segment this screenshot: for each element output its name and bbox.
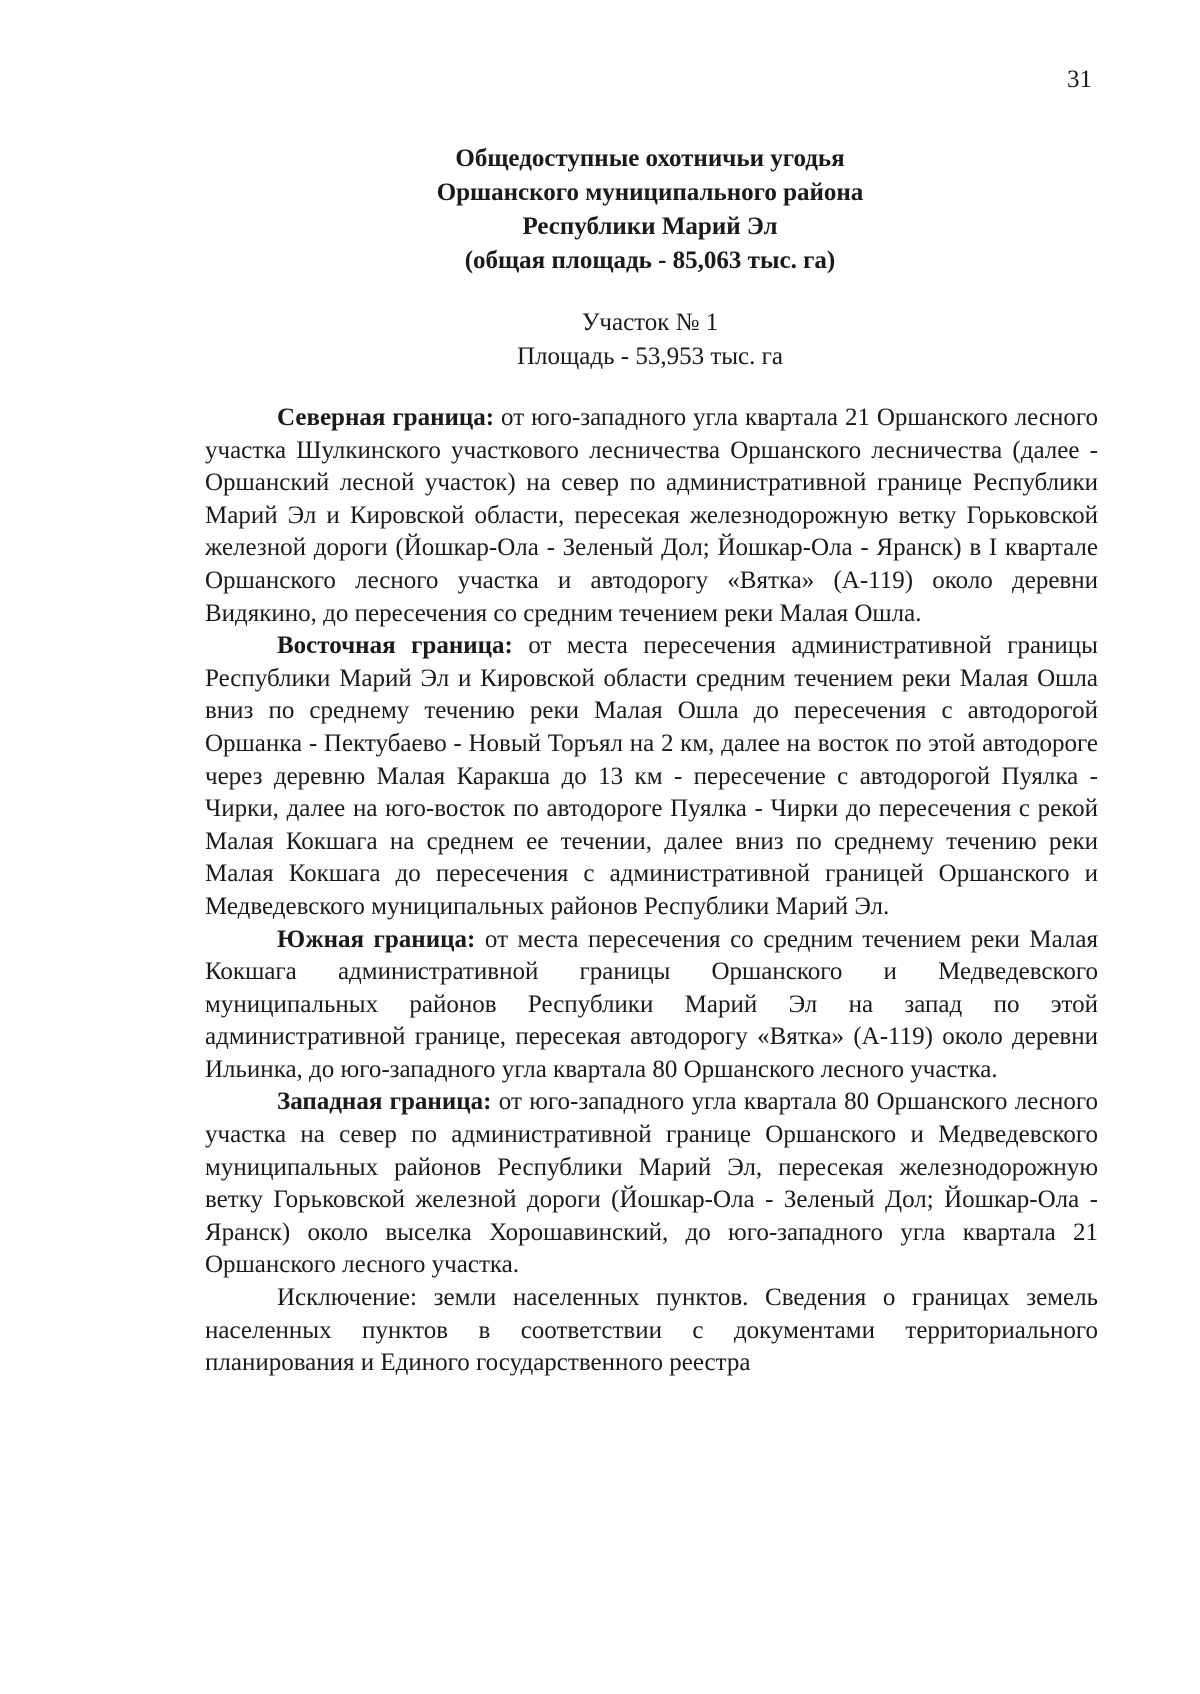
plot-area: Площадь - 53,953 тыс. га xyxy=(517,343,783,370)
south-boundary-label: Южная граница: xyxy=(277,925,476,953)
heading-line-3: Республики Марий Эл xyxy=(522,213,778,240)
page-number: 31 xyxy=(1067,66,1092,93)
exception-paragraph: Исключение: земли населенных пунктов. Сведения о границах земель населенных пунктов в соответствии с документами территориального планирования и Единого государственного реестра xyxy=(205,1284,1098,1377)
east-boundary-paragraph xyxy=(205,630,1098,923)
north-boundary-label: Северная граница: xyxy=(277,404,495,431)
west-boundary-text: от юго-западного угла квартала 80 Оршанского лесного участка на север по административной границе Оршанского и Медведевского муниципальных районов Республики Марий Эл, пересекая железнодорожную ветку Горьковской железной дороги (Йошкар-Ола - Зеленый Дол; Йошкар-Ола - Яранск) около выселка Хорошавинский, до юго-западного угла квартала 21 Оршанского лесного участка. xyxy=(205,1088,1098,1279)
boundaries-description xyxy=(205,402,1098,1380)
east-boundary-label: Восточная граница: xyxy=(277,632,513,660)
south-boundary-paragraph xyxy=(205,924,1098,1087)
plot-header xyxy=(205,306,1095,374)
south-boundary-text: от места пересечения со средним течением реки Малая Кокшага административной границы Оршанского и Медведевского муниципальных районов Республики Марий Эл на запад по этой административной границе, пересекая автодорогу «Вятка» (А-119) около деревни Ильинка, до юго-западного угла квартала 80 Оршанского лесного участка. xyxy=(205,925,1098,1083)
plot-title: Участок № 1 xyxy=(581,309,719,336)
north-boundary-text: от юго-западного угла квартала 21 Оршанского лесного участка Шулкинского участкового лесничества Оршанского лесничества (далее - Оршанский лесной участок) на север по административной границе Республики Марий Эл и Кировской области, пересекая железнодорожную ветку Горьковской железной дороги (Йошкар-Ола - Зеленый Дол; Йошкар-Ола - Яранск) в I квартале Оршанского лесного участка и автодорогу «Вятка» (А-119) около деревни Видякино, до пересечения со средним течением реки Малая Ошла. xyxy=(205,404,1098,627)
heading-line-2: Оршанского муниципального района xyxy=(436,179,864,206)
heading-line-4: (общая площадь - 85,063 тыс. га) xyxy=(464,247,836,274)
document-heading xyxy=(205,142,1095,278)
heading-line-1: Общедоступные охотничьи угодья xyxy=(455,145,845,172)
west-boundary-label: Западная граница: xyxy=(277,1088,492,1116)
north-boundary-paragraph xyxy=(205,402,1098,630)
east-boundary-text: от места пересечения административной границы Республики Марий Эл и Кировской области средним течением реки Малая Ошла вниз по среднему течению реки Малая Ошла до пересечения с автодорогой Оршанка - Пектубаево - Новый Торъял на 2 км, далее на восток по этой автодороге через деревню Малая Каракша до 13 км - пересечение с автодорогой Пуялка - Чирки, далее на юго-восток по автодороге Пуялка - Чирки до пересечения с рекой Малая Кокшага на среднем ее течении, далее вниз по среднему течению реки Малая Кокшага до пересечения с административной границей Оршанского и Медведевского муниципальных районов Республики Марий Эл. xyxy=(205,632,1098,920)
west-boundary-paragraph xyxy=(205,1086,1098,1282)
